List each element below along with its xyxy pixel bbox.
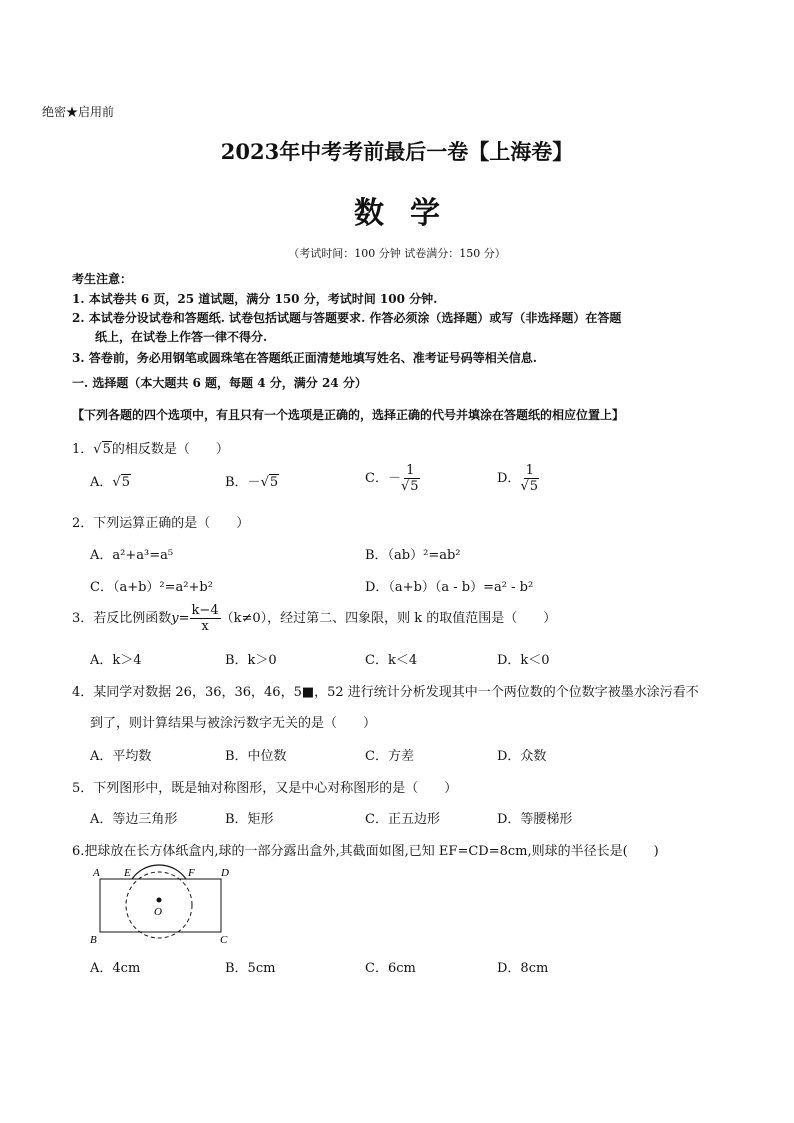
section-heading: 一. 选择题（本大题共 6 题，每题 4 分，满分 24 分） (72, 376, 367, 390)
question-4-stem-cont: 到了，则计算结果与被涂污数字无关的是（ ） (90, 716, 377, 731)
note-item: 纸上，在试卷上作答一律不得分. (95, 330, 268, 344)
q4-option-d[interactable]: D．众数 (497, 749, 547, 764)
q5-option-d[interactable]: D．等腰梯形 (497, 812, 573, 827)
q2-option-a[interactable]: A．a²+a³=a⁵ (90, 548, 174, 563)
q1-option-d[interactable]: D． $\frac{1}{√5}$ (497, 463, 539, 494)
q4-option-a[interactable]: A．平均数 (90, 749, 152, 764)
confidential-mark: 绝密★启用前 (42, 105, 115, 119)
q5-option-a[interactable]: A．等边三角形 (90, 812, 178, 827)
q1-option-b[interactable]: B．－√5 (225, 475, 279, 490)
section-instruction: 【下列各题的四个选项中，有且只有一个选项是正确的，选择正确的代号并填涂在答题纸的相应位置上】 (72, 408, 625, 422)
q6-option-b[interactable]: B．5cm (225, 961, 276, 976)
q2-option-d[interactable]: D．（a+b）（a - b）=a² - b² (365, 580, 534, 595)
center-point (157, 898, 162, 903)
q2-option-b[interactable]: B．（ab）²=ab² (365, 548, 461, 563)
label-o: O (154, 906, 162, 918)
q5-option-b[interactable]: B．矩形 (225, 812, 274, 827)
q6-option-c[interactable]: C．6cm (365, 961, 416, 976)
q2-option-c[interactable]: C．（a+b）²=a²+b² (90, 580, 213, 595)
label-c: C (220, 934, 228, 946)
label-e: E (124, 867, 131, 879)
q4-option-c[interactable]: C．方差 (365, 749, 414, 764)
question-2-stem: 2．下列运算正确的是（ ） (72, 516, 250, 531)
exam-title: 2023年中考考前最后一卷【上海卷】 (220, 139, 574, 164)
question-6-stem: 6.把球放在长方体纸盒内,球的一部分露出盒外,其截面如图,已知 EF=CD=8cm,则球的半径长是( ) (72, 844, 659, 859)
q3-option-b[interactable]: B．k＞0 (225, 653, 277, 668)
q3-option-d[interactable]: D．k＜0 (497, 653, 550, 668)
note-item: 2. 本试卷分设试卷和答题纸. 试卷包括试题与答题要求. 作答必须涂（选择题）或写（非选择题）在答题 (72, 311, 622, 325)
note-item: 3. 答卷前，务必用钢笔或圆珠笔在答题纸正面清楚地填写姓名、准考证号码等相关信息. (72, 351, 537, 365)
label-b: B (90, 934, 97, 946)
q1-option-a[interactable]: A．√5 (90, 475, 130, 490)
notes-heading: 考生注意： (72, 272, 133, 286)
q6-option-d[interactable]: D．8cm (497, 961, 549, 976)
subject-title: 数学 (354, 196, 466, 231)
label-a: A (93, 867, 100, 879)
question-3-stem: 3．若反比例函数y= $\frac{k-4}{x}$ （k≠0），经过第二、四象限，则 k 的取值范围是（ ） (72, 603, 557, 634)
q6-option-a[interactable]: A．4cm (90, 961, 141, 976)
q3-option-a[interactable]: A．k＞4 (90, 653, 142, 668)
question-4-stem: 4．某同学对数据 26，36，36，46，5■，52 进行统计分析发现其中一个两位数的个位数字被墨水涂污看不 (72, 685, 699, 700)
note-item: 1. 本试卷共 6 页，25 道试题，满分 150 分，考试时间 100 分钟. (72, 292, 438, 306)
label-f: F (188, 867, 195, 879)
q3-option-c[interactable]: C．k＜4 (365, 653, 418, 668)
question-5-stem: 5．下列图形中，既是轴对称图形，又是中心对称图形的是（ ） (72, 781, 458, 796)
ball-box-figure (86, 864, 246, 946)
question-1-stem: 1．√5的相反数是（ ） (72, 442, 229, 457)
label-d: D (221, 867, 229, 879)
q5-option-c[interactable]: C．正五边形 (365, 812, 440, 827)
ball-circle-dashed (126, 872, 192, 938)
exam-time-note: （考试时间：100 分钟 试卷满分：150 分） (288, 247, 506, 260)
q1-option-c[interactable]: C．－ $\frac{1}{√5}$ (365, 463, 419, 494)
q4-option-b[interactable]: B．中位数 (225, 749, 287, 764)
